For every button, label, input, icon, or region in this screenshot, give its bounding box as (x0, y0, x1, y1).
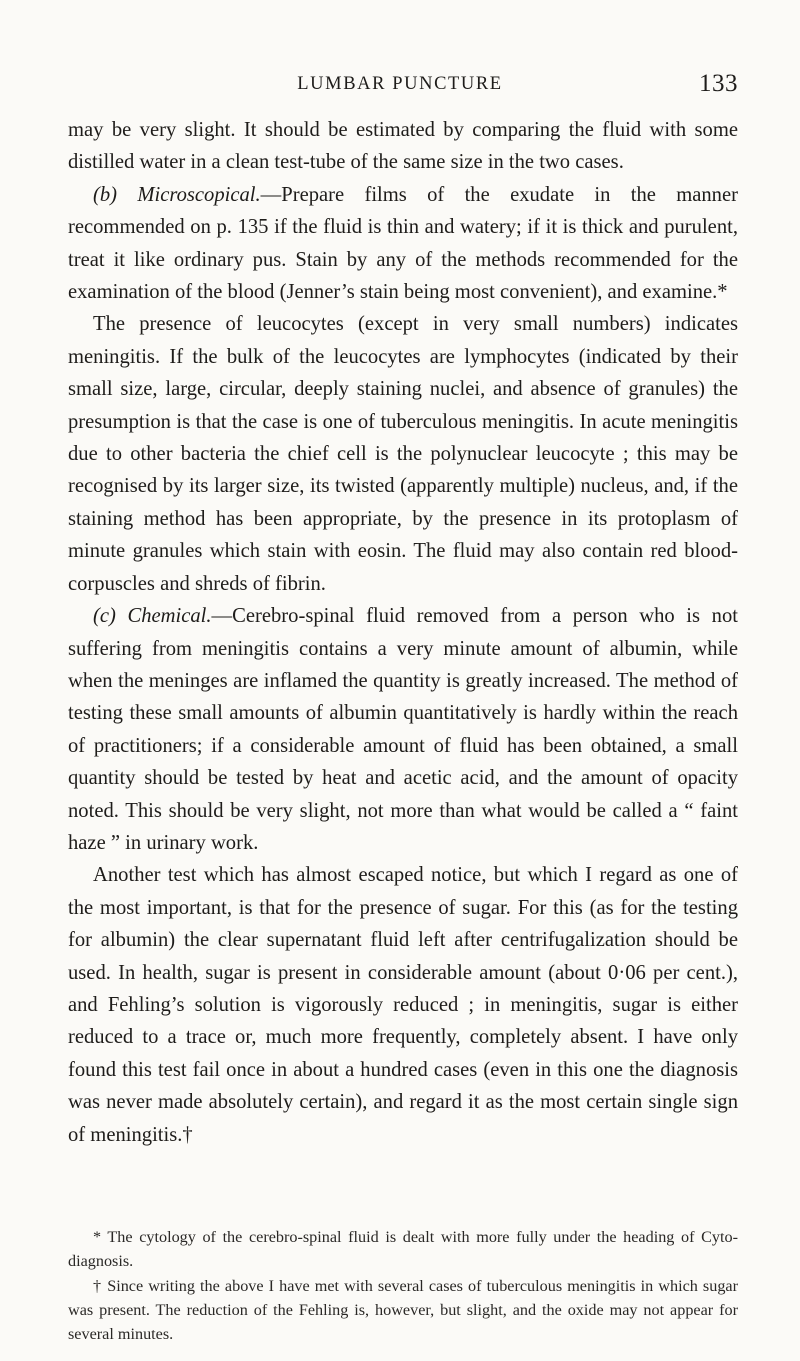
paragraph-text: The presence of leucocytes (except in very small numbers) indicates meningitis. If the bulk of the leucocytes are lymphocytes (indicated by their small size, large, circular, deeply staining nuclei, and absence of granules) the presumption is that the case is one of tuberculous meningitis. In acute meningitis due to other bacteria the chief cell is the polynuclear leucocyte ; this may be recognised by its larger size, its twisted (apparently multiple) nucleus, and, if the staining method has been appropriate, by the presence in its protoplasm of minute granules which stain with eosin. The fluid may also contain red blood-corpuscles and shreds of fibrin. (68, 313, 738, 595)
paragraph-text: may be very slight. It should be estimated by comparing the fluid with some distilled water in a clean test-tube of the same size in the two cases. (68, 119, 738, 174)
footnotes (68, 1225, 738, 1346)
footnote-cytology: * The cytology of the cerebro-spinal fluid is dealt with more fully under the heading of Cyto-diagnosis. (68, 1228, 738, 1271)
section-label-microscopical: (b) Microscopical. (93, 183, 261, 206)
paragraph-text: —Prepare films of the exudate in the manner recommended on p. 135 if the fluid is thin and watery; if it is thick and purulent, treat it like ordinary pus. Stain by any of the methods recommended for the examination of the blood (Jenner’s stain being most convenient), and examine.* (68, 183, 738, 304)
paragraph-text: Another test which has almost escaped notice, but which I regard as one of the most important, is that for the presence of sugar. For this (as for the testing for albumin) the clear supernatant fluid left after centrifugalization should be used. In health, sugar is present in considerable amount (about 0·06 per cent.), and Fehling’s solution is vigorously reduced ; in meningitis, sugar is either reduced to a trace or, much more frequently, completely absent. I have only found this test fail once in about a hundred cases (even in this one the diagnosis was never made absolutely certain), and regard it as the most certain single sign of meningitis.† (68, 864, 738, 1146)
paragraph-microscopical (68, 179, 738, 309)
paragraph-chemical (68, 600, 738, 859)
paragraph-continuation (68, 114, 738, 179)
footnote-sugar: † Since writing the above I have met with several cases of tuberculous meningitis in which sugar was present. The reduction of the Fehling is, however, but slight, and the oxide may not appear for several minutes. (68, 1276, 738, 1344)
section-label-chemical: (c) Chemical. (93, 605, 212, 628)
paragraph-sugar-test (68, 859, 738, 1151)
body-text (68, 114, 738, 1151)
running-header (0, 72, 800, 102)
page-number: 133 (699, 70, 738, 97)
paragraph-text: —Cerebro-spinal fluid removed from a person who is not suffering from meningitis contains a very minute amount of albumin, while when the meninges are inflamed the quantity is greatly increased. The method of testing these small amounts of albumin quantitatively is hardly within the reach of practitioners; if a considerable amount of fluid has been obtained, a small quantity should be tested by heat and acetic acid, and the amount of opacity noted. This should be very slight, not more than what would be called a “ faint haze ” in urinary work. (68, 605, 738, 854)
running-title: LUMBAR PUNCTURE (297, 74, 503, 94)
paragraph-leucocytes (68, 308, 738, 600)
